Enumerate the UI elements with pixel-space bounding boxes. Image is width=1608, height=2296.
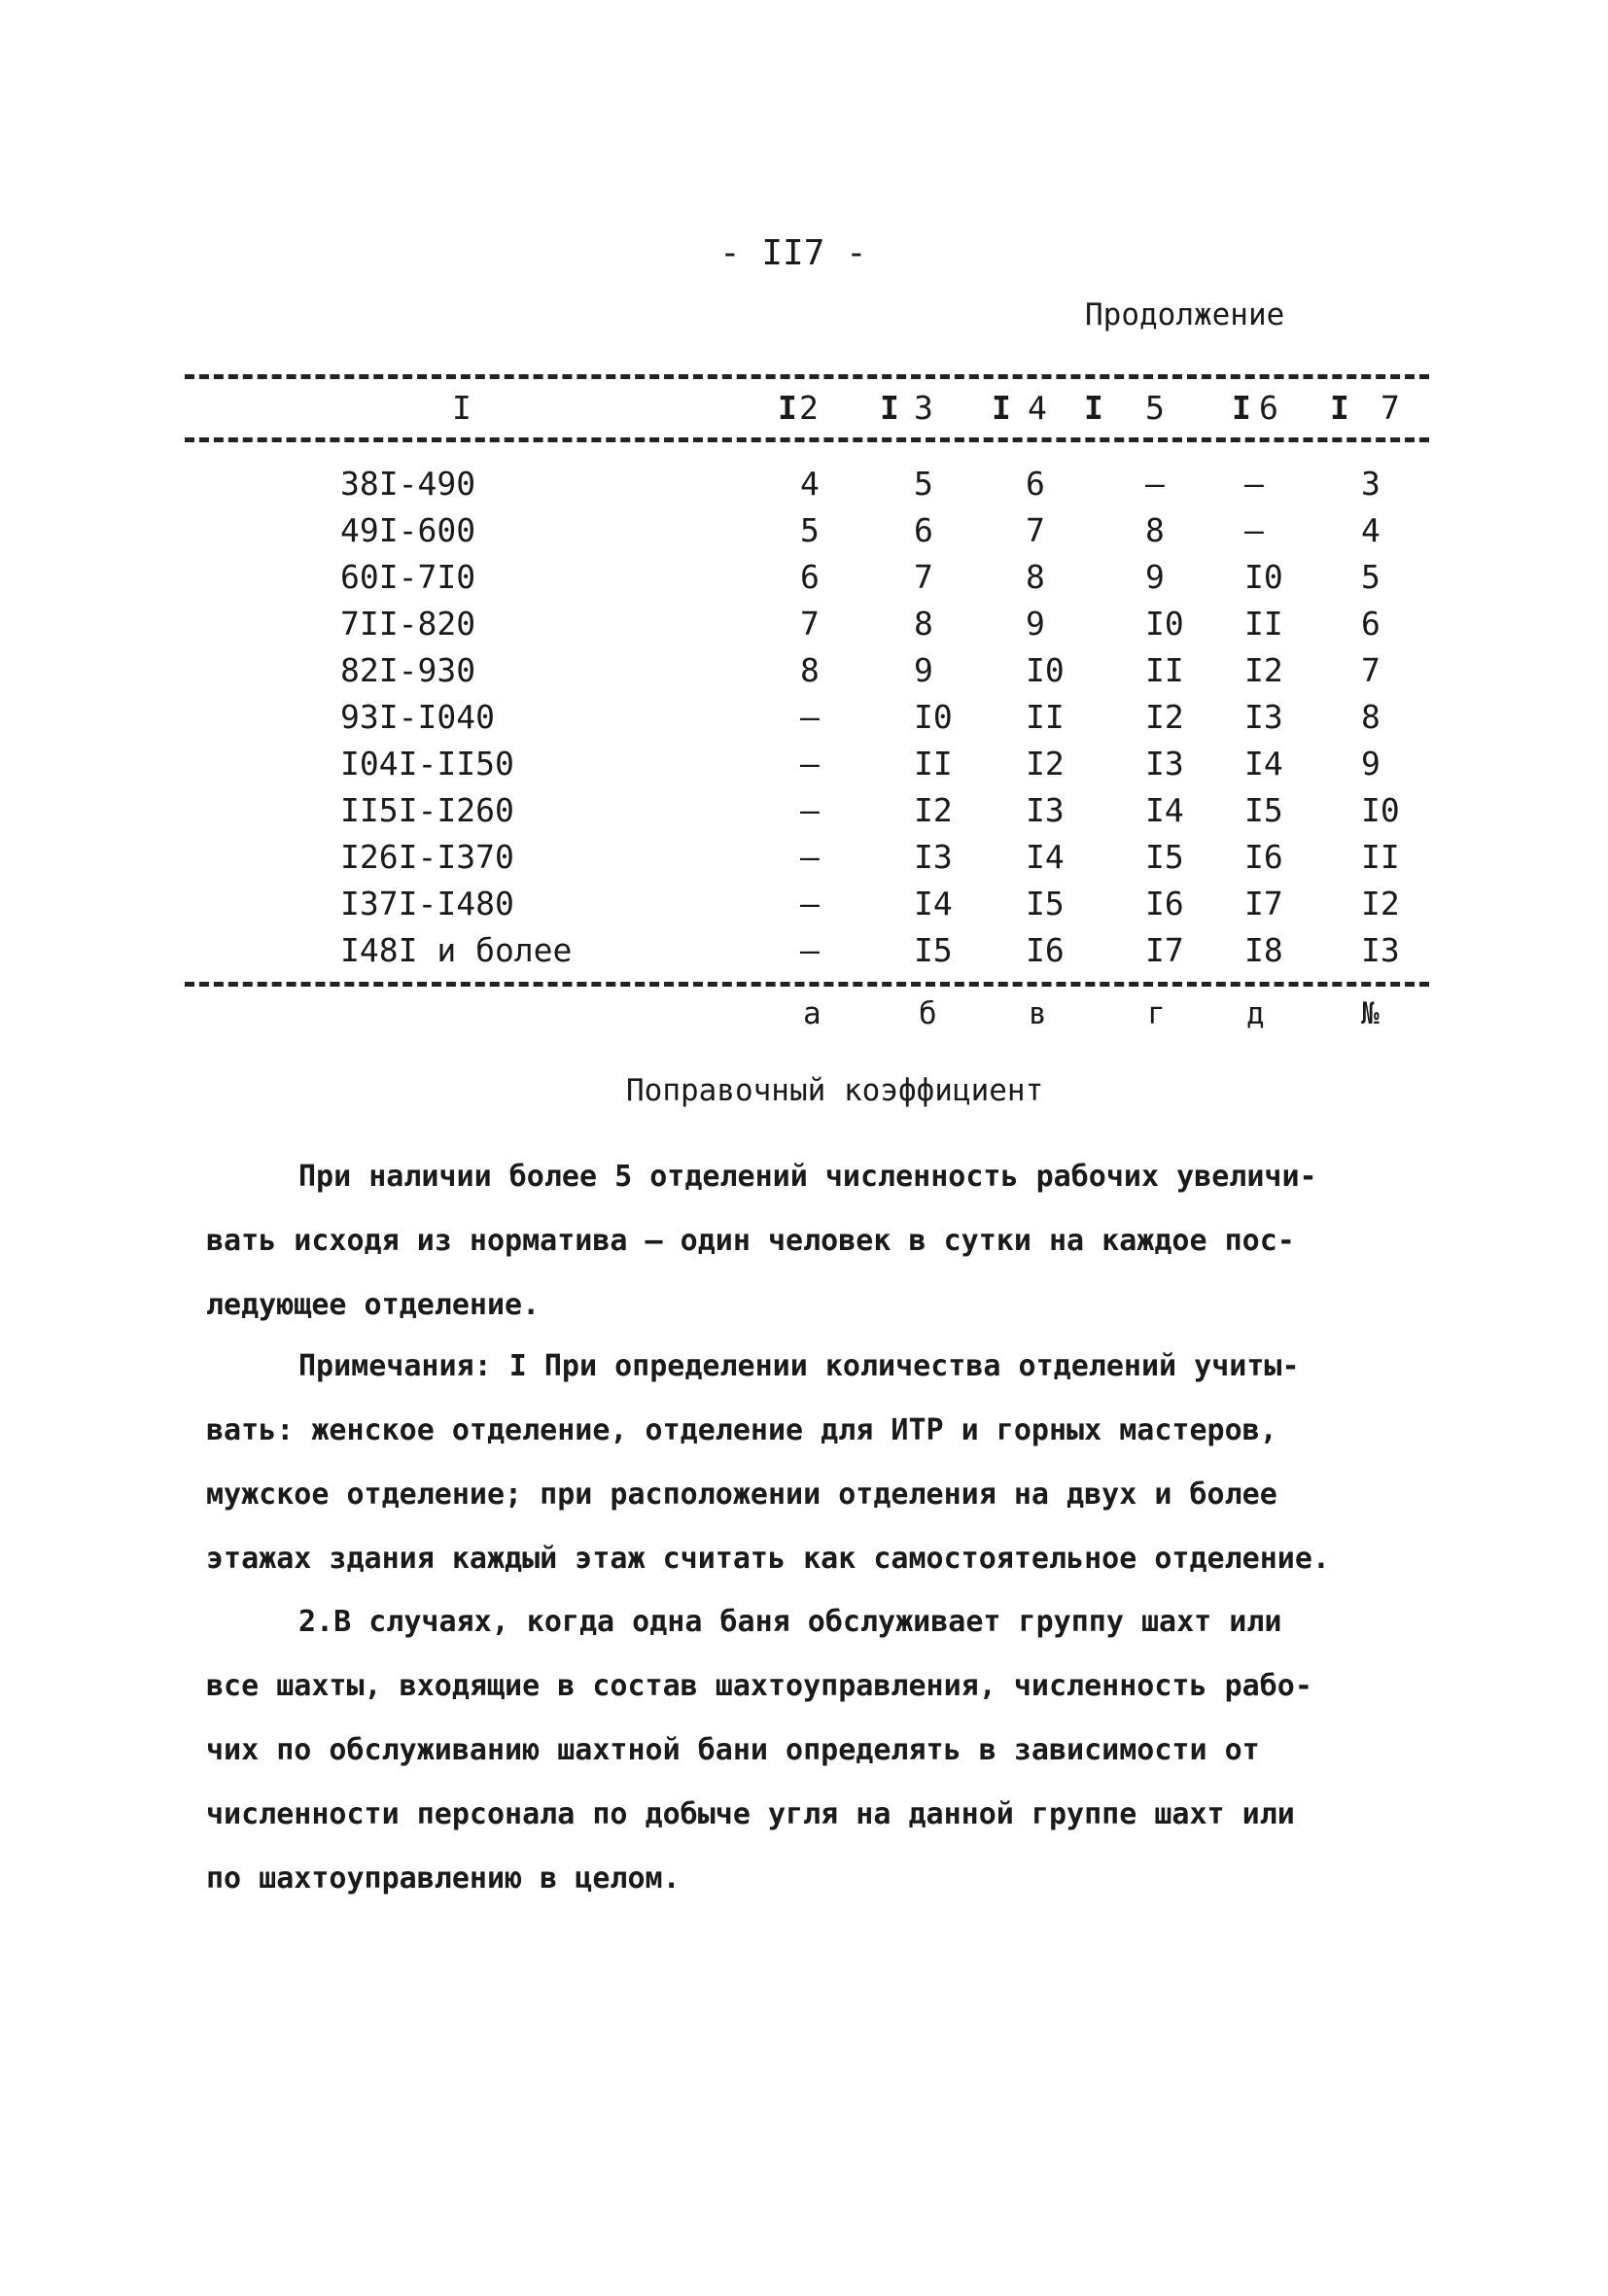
paragraph-note-2 xyxy=(206,1590,1451,1911)
row-value-cell: 6 xyxy=(1026,465,1045,503)
row-value-cell: – xyxy=(800,885,820,922)
row-value-cell: 5 xyxy=(1361,558,1381,596)
row-value-cell: 3 xyxy=(1361,465,1381,503)
row-value-cell: – xyxy=(800,931,820,969)
row-value-cell: I4 xyxy=(914,885,953,922)
row-value-cell: – xyxy=(800,745,820,783)
row-value-cell: I6 xyxy=(1244,838,1283,876)
row-range-cell: I04I-II50 xyxy=(340,745,514,783)
row-value-cell: – xyxy=(800,791,820,829)
row-value-cell: I5 xyxy=(1026,885,1065,922)
row-value-cell: 7 xyxy=(1026,511,1045,549)
col-separator: I xyxy=(880,389,899,427)
row-value-cell: I0 xyxy=(1244,558,1283,596)
footer-letter: № xyxy=(1361,996,1380,1031)
row-value-cell: I0 xyxy=(914,698,953,736)
row-value-cell: I4 xyxy=(1244,745,1283,783)
text-line: мужское отделение; при расположении отделения на двух и более xyxy=(206,1478,1277,1512)
row-value-cell: 8 xyxy=(800,651,820,689)
row-value-cell: I3 xyxy=(1244,698,1283,736)
col-header-5: 5 xyxy=(1145,389,1165,427)
text-line: 2.В случаях, когда одна баня обслуживает группу шахт или xyxy=(298,1605,1282,1639)
text-line: этажах здания каждый этаж считать как самостоятельное отделение. xyxy=(206,1542,1330,1576)
row-value-cell: 9 xyxy=(1026,605,1045,643)
row-range-cell: 49I-600 xyxy=(340,511,476,549)
row-range-cell: I48I и более xyxy=(340,931,573,969)
row-value-cell: I6 xyxy=(1145,885,1184,922)
row-value-cell: 5 xyxy=(800,511,820,549)
row-value-cell: I2 xyxy=(1361,885,1400,922)
footer-letter: б xyxy=(919,996,937,1031)
col-header-2: 2 xyxy=(799,389,819,427)
row-value-cell: I0 xyxy=(1361,791,1400,829)
text-line: по шахтоуправлению в целом. xyxy=(206,1861,681,1896)
text-line: чих по обслуживанию шахтной бани определять в зависимости от xyxy=(206,1733,1260,1767)
row-value-cell: – xyxy=(800,698,820,736)
row-value-cell: 8 xyxy=(914,605,933,643)
row-value-cell: II xyxy=(914,745,953,783)
col-separator: I xyxy=(1232,389,1251,427)
row-value-cell: 8 xyxy=(1026,558,1045,596)
row-value-cell: I0 xyxy=(1026,651,1065,689)
table-top-rule xyxy=(185,374,1429,379)
row-value-cell: I3 xyxy=(1361,931,1400,969)
row-value-cell: – xyxy=(1145,465,1165,503)
row-value-cell: 7 xyxy=(1361,651,1381,689)
footer-letter: г xyxy=(1147,996,1166,1031)
row-range-cell: II5I-I260 xyxy=(340,791,514,829)
row-value-cell: 8 xyxy=(1361,698,1381,736)
row-value-cell: I3 xyxy=(914,838,953,876)
col-header-1: I xyxy=(452,389,472,427)
col-separator: I xyxy=(1084,389,1103,427)
table-header-rule xyxy=(185,437,1429,442)
text-line: вать: женское отделение, отделение для ИТР и горных мастеров, xyxy=(206,1413,1277,1447)
row-value-cell: I7 xyxy=(1145,931,1184,969)
row-value-cell: I5 xyxy=(1145,838,1184,876)
col-header-7: 7 xyxy=(1381,389,1400,427)
row-value-cell: I7 xyxy=(1244,885,1283,922)
row-range-cell: 93I-I040 xyxy=(340,698,495,736)
row-value-cell: I2 xyxy=(1244,651,1283,689)
row-value-cell: I8 xyxy=(1244,931,1283,969)
table-bottom-rule xyxy=(185,982,1429,987)
row-value-cell: II xyxy=(1145,651,1184,689)
row-value-cell: 8 xyxy=(1145,511,1165,549)
row-value-cell: I2 xyxy=(1145,698,1184,736)
subtitle: Поправочный коэффициент xyxy=(626,1073,1044,1108)
text-line: вать исходя из норматива – один человек в сутки на каждое пос- xyxy=(206,1224,1295,1258)
row-range-cell: 7II-820 xyxy=(340,605,476,643)
row-value-cell: 9 xyxy=(914,651,933,689)
text-line: численности персонала по добыче угля на данной группе шахт или xyxy=(206,1797,1295,1831)
paragraph-notes xyxy=(206,1335,1451,1591)
col-separator: I xyxy=(992,389,1011,427)
row-value-cell: – xyxy=(1244,465,1264,503)
page-number: - II7 - xyxy=(719,233,867,273)
row-value-cell: 9 xyxy=(1145,558,1165,596)
text-line: ледующее отделение. xyxy=(206,1288,541,1322)
row-value-cell: 6 xyxy=(914,511,933,549)
row-value-cell: 7 xyxy=(914,558,933,596)
row-value-cell: I3 xyxy=(1026,791,1065,829)
row-value-cell: 4 xyxy=(800,465,820,503)
paragraph-correction xyxy=(206,1145,1451,1338)
row-value-cell: I5 xyxy=(914,931,953,969)
row-range-cell: 82I-930 xyxy=(340,651,476,689)
row-value-cell: 6 xyxy=(800,558,820,596)
row-value-cell: 4 xyxy=(1361,511,1381,549)
row-value-cell: – xyxy=(1244,511,1264,549)
col-separator: I xyxy=(778,389,797,427)
row-value-cell: 7 xyxy=(800,605,820,643)
footer-letter: а xyxy=(803,996,821,1031)
text-line: все шахты, входящие в состав шахтоуправления, численность рабо- xyxy=(206,1669,1312,1703)
row-value-cell: I3 xyxy=(1145,745,1184,783)
row-value-cell: II xyxy=(1244,605,1283,643)
row-value-cell: I0 xyxy=(1145,605,1184,643)
row-value-cell: I2 xyxy=(914,791,953,829)
footer-letter: в xyxy=(1029,996,1047,1031)
row-value-cell: I2 xyxy=(1026,745,1065,783)
row-range-cell: 60I-7I0 xyxy=(340,558,476,596)
row-value-cell: 5 xyxy=(914,465,933,503)
col-separator: I xyxy=(1330,389,1349,427)
row-value-cell: – xyxy=(800,838,820,876)
row-range-cell: 38I-490 xyxy=(340,465,476,503)
col-header-3: 3 xyxy=(914,389,933,427)
row-value-cell: II xyxy=(1361,838,1400,876)
col-header-4: 4 xyxy=(1028,389,1047,427)
row-range-cell: I37I-I480 xyxy=(340,885,514,922)
row-value-cell: 9 xyxy=(1361,745,1381,783)
row-value-cell: II xyxy=(1026,698,1065,736)
row-value-cell: 6 xyxy=(1361,605,1381,643)
col-header-6: 6 xyxy=(1259,389,1278,427)
row-value-cell: I6 xyxy=(1026,931,1065,969)
row-value-cell: I4 xyxy=(1026,838,1065,876)
row-range-cell: I26I-I370 xyxy=(340,838,514,876)
row-value-cell: I4 xyxy=(1145,791,1184,829)
text-line: Примечания: I При определении количества отделений учиты- xyxy=(298,1349,1300,1383)
continuation-label: Продолжение xyxy=(1085,297,1285,332)
text-line: При наличии более 5 отделений численность рабочих увеличи- xyxy=(298,1160,1317,1194)
row-value-cell: I5 xyxy=(1244,791,1283,829)
footer-letter: д xyxy=(1246,996,1265,1031)
